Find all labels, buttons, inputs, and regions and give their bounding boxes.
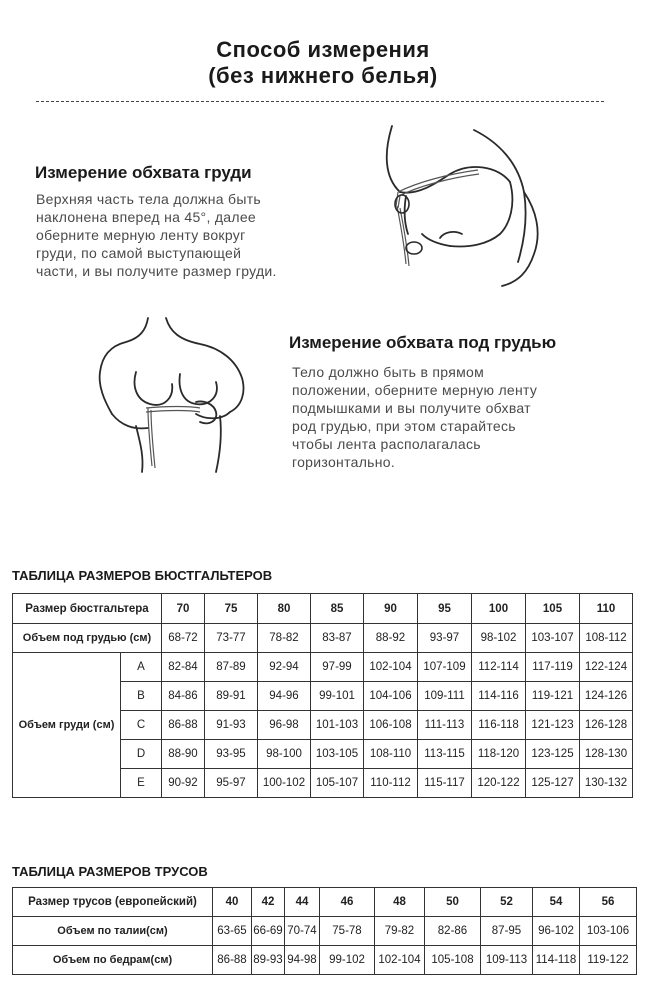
instruction-line: оберните мерную ленту вокруг xyxy=(36,227,246,243)
instruction-line: Тело должно быть в прямом xyxy=(292,364,485,380)
hips-cell: 119-122 xyxy=(580,946,637,975)
bust-cell: 101-103 xyxy=(311,711,364,740)
bust-cell: 119-121 xyxy=(526,682,580,711)
bust-measurement-illustration xyxy=(378,122,546,288)
hips-cell: 102-104 xyxy=(375,946,425,975)
bust-cell: 113-115 xyxy=(418,740,472,769)
hips-cell: 105-108 xyxy=(425,946,481,975)
bust-cell: 98-100 xyxy=(258,740,311,769)
size-cell: 90 xyxy=(364,594,418,624)
bust-cell: 93-95 xyxy=(205,740,258,769)
table-row xyxy=(13,624,633,653)
waist-cell: 70-74 xyxy=(285,917,320,946)
bust-label-cell: Объем груди (см) xyxy=(13,653,121,798)
bust-cell: 114-116 xyxy=(472,682,526,711)
bra-size-table xyxy=(12,593,633,798)
underbust-cell: 68-72 xyxy=(162,624,205,653)
cup-cell: D xyxy=(121,740,162,769)
table-row xyxy=(13,946,637,975)
bust-cell: 94-96 xyxy=(258,682,311,711)
size-cell: 50 xyxy=(425,888,481,917)
size-label-cell: Размер бюстгальтера xyxy=(13,594,162,624)
size-cell: 75 xyxy=(205,594,258,624)
bust-cell: 107-109 xyxy=(418,653,472,682)
size-cell: 52 xyxy=(481,888,533,917)
size-cell: 95 xyxy=(418,594,472,624)
page-subtitle: (без нижнего белья) xyxy=(208,63,438,88)
panty-size-table xyxy=(12,887,637,975)
underbust-cell: 73-77 xyxy=(205,624,258,653)
underbust-measurement-illustration xyxy=(96,316,250,474)
hips-cell: 99-102 xyxy=(320,946,375,975)
size-cell: 70 xyxy=(162,594,205,624)
bust-cell: 91-93 xyxy=(205,711,258,740)
cup-cell: E xyxy=(121,769,162,798)
size-cell: 40 xyxy=(213,888,252,917)
table-row xyxy=(13,594,633,624)
instruction-line: горизонтально. xyxy=(292,454,396,470)
size-cell: 56 xyxy=(580,888,637,917)
bust-cell: 110-112 xyxy=(364,769,418,798)
size-cell: 80 xyxy=(258,594,311,624)
waist-cell: 75-78 xyxy=(320,917,375,946)
bust-cell: 116-118 xyxy=(472,711,526,740)
bust-instructions xyxy=(36,190,277,280)
instruction-line: положении, оберните мерную ленту xyxy=(292,382,538,398)
size-cell: 110 xyxy=(580,594,633,624)
cup-cell: C xyxy=(121,711,162,740)
size-label-cell: Размер трусов (европейский) xyxy=(13,888,213,917)
underbust-cell: 108-112 xyxy=(580,624,633,653)
bust-cell: 125-127 xyxy=(526,769,580,798)
waist-cell: 79-82 xyxy=(375,917,425,946)
bust-cell: 112-114 xyxy=(472,653,526,682)
bust-cell: 95-97 xyxy=(205,769,258,798)
bust-heading: Измерение обхвата груди xyxy=(35,163,252,182)
bra-table-title: ТАБЛИЦА РАЗМЕРОВ БЮСТГАЛЬТЕРОВ xyxy=(12,568,273,583)
cup-cell: A xyxy=(121,653,162,682)
underbust-label-cell: Объем под грудью (см) xyxy=(13,624,162,653)
hips-cell: 86-88 xyxy=(213,946,252,975)
instruction-line: груди, по самой выступающей xyxy=(36,245,242,261)
bust-cell: 130-132 xyxy=(580,769,633,798)
underbust-cell: 98-102 xyxy=(472,624,526,653)
bust-cell: 90-92 xyxy=(162,769,205,798)
instruction-line: части, и вы получите размер груди. xyxy=(36,263,277,279)
instruction-line: подмышками и вы получите обхват xyxy=(292,400,531,416)
bust-cell: 86-88 xyxy=(162,711,205,740)
waist-cell: 63-65 xyxy=(213,917,252,946)
underbust-cell: 88-92 xyxy=(364,624,418,653)
table-row xyxy=(13,888,637,917)
bust-cell: 84-86 xyxy=(162,682,205,711)
size-cell: 48 xyxy=(375,888,425,917)
bust-cell: 88-90 xyxy=(162,740,205,769)
bust-cell: 104-106 xyxy=(364,682,418,711)
size-cell: 100 xyxy=(472,594,526,624)
table-row xyxy=(13,653,633,682)
size-cell: 105 xyxy=(526,594,580,624)
instruction-line: Верхняя часть тела должна быть xyxy=(36,191,262,207)
bust-cell: 105-107 xyxy=(311,769,364,798)
bust-cell: 96-98 xyxy=(258,711,311,740)
bust-cell: 99-101 xyxy=(311,682,364,711)
underbust-heading: Измерение обхвата под грудью xyxy=(289,333,557,352)
size-cell: 44 xyxy=(285,888,320,917)
waist-label-cell: Объем по талии(см) xyxy=(13,917,213,946)
bust-cell: 89-91 xyxy=(205,682,258,711)
underbust-instructions xyxy=(292,363,537,471)
size-cell: 46 xyxy=(320,888,375,917)
bust-cell: 103-105 xyxy=(311,740,364,769)
instruction-line: род грудью, при этом старайтесь xyxy=(292,418,516,434)
bust-cell: 109-111 xyxy=(418,682,472,711)
bust-cell: 117-119 xyxy=(526,653,580,682)
underbust-cell: 93-97 xyxy=(418,624,472,653)
underbust-cell: 103-107 xyxy=(526,624,580,653)
waist-cell: 87-95 xyxy=(481,917,533,946)
table-row xyxy=(13,917,637,946)
hips-cell: 94-98 xyxy=(285,946,320,975)
size-cell: 85 xyxy=(311,594,364,624)
hips-cell: 89-93 xyxy=(252,946,285,975)
bust-cell: 82-84 xyxy=(162,653,205,682)
waist-cell: 82-86 xyxy=(425,917,481,946)
bust-cell: 115-117 xyxy=(418,769,472,798)
bust-cell: 121-123 xyxy=(526,711,580,740)
bust-cell: 92-94 xyxy=(258,653,311,682)
instruction-line: наклонена вперед на 45°, далее xyxy=(36,209,257,225)
underbust-cell: 78-82 xyxy=(258,624,311,653)
dashed-divider xyxy=(36,101,604,102)
underbust-cell: 83-87 xyxy=(311,624,364,653)
size-cell: 54 xyxy=(533,888,580,917)
hips-cell: 114-118 xyxy=(533,946,580,975)
bust-cell: 102-104 xyxy=(364,653,418,682)
cup-cell: B xyxy=(121,682,162,711)
bust-cell: 106-108 xyxy=(364,711,418,740)
bust-cell: 120-122 xyxy=(472,769,526,798)
bust-cell: 111-113 xyxy=(418,711,472,740)
bust-cell: 124-126 xyxy=(580,682,633,711)
bust-cell: 118-120 xyxy=(472,740,526,769)
waist-cell: 96-102 xyxy=(533,917,580,946)
bust-cell: 108-110 xyxy=(364,740,418,769)
bust-cell: 87-89 xyxy=(205,653,258,682)
bust-cell: 122-124 xyxy=(580,653,633,682)
waist-cell: 103-106 xyxy=(580,917,637,946)
page-title: Способ измерения xyxy=(216,37,430,62)
panty-table-title: ТАБЛИЦА РАЗМЕРОВ ТРУСОВ xyxy=(12,864,208,879)
bust-cell: 100-102 xyxy=(258,769,311,798)
hips-label-cell: Объем по бедрам(см) xyxy=(13,946,213,975)
hips-cell: 109-113 xyxy=(481,946,533,975)
size-cell: 42 xyxy=(252,888,285,917)
waist-cell: 66-69 xyxy=(252,917,285,946)
bust-cell: 97-99 xyxy=(311,653,364,682)
bust-cell: 123-125 xyxy=(526,740,580,769)
bust-cell: 128-130 xyxy=(580,740,633,769)
instruction-line: чтобы лента располагалась xyxy=(292,436,481,452)
bust-cell: 126-128 xyxy=(580,711,633,740)
